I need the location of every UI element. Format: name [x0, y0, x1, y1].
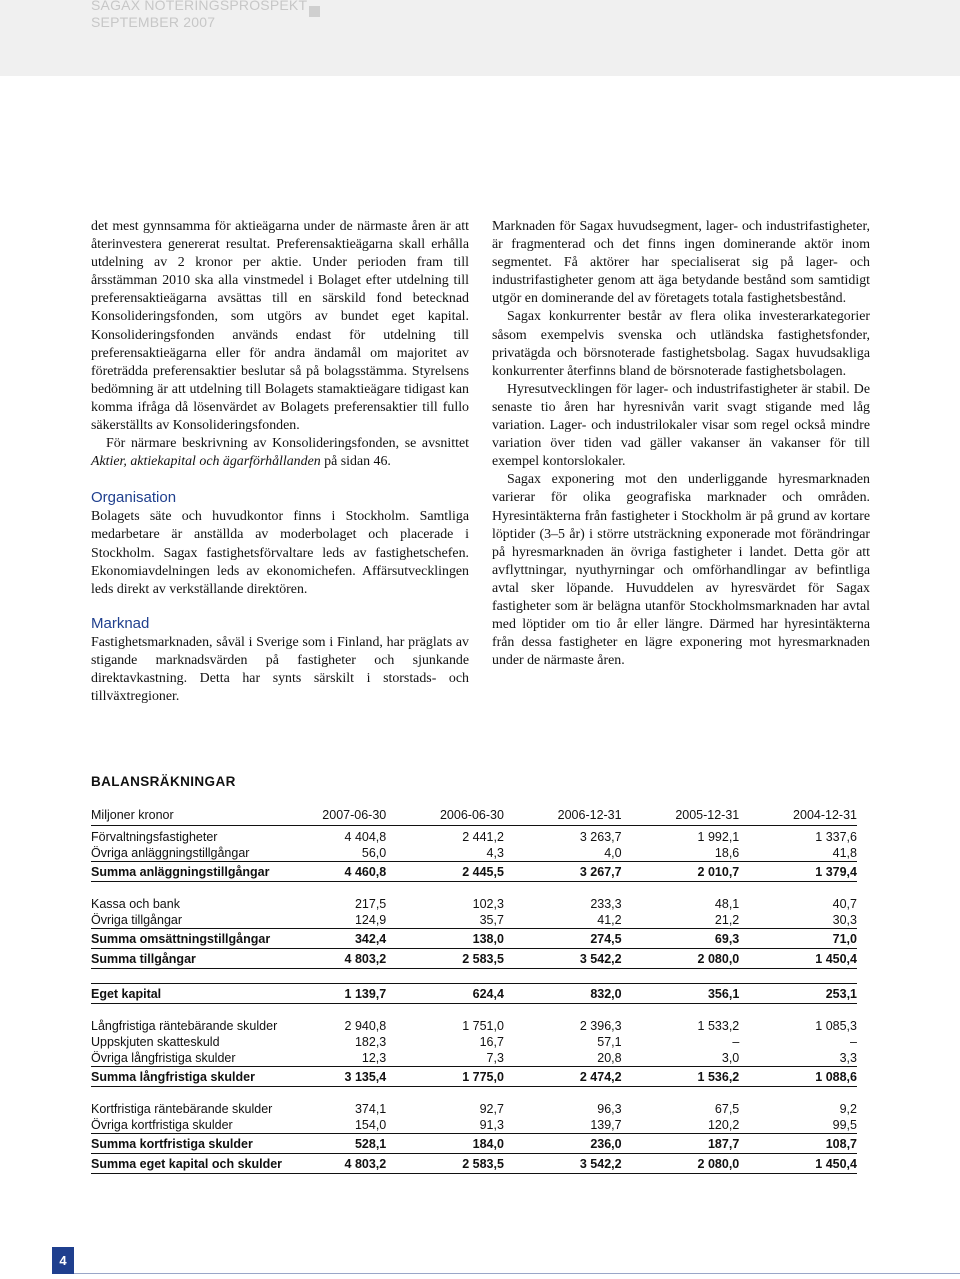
table-cell: 3,3 [839, 1051, 857, 1065]
row-label: Övriga tillgångar [91, 913, 183, 927]
table-sum-row [91, 1154, 857, 1174]
table-cell: 528,1 [303, 1134, 387, 1154]
table-cell: 124,9 [354, 913, 387, 927]
column-header: 2004-12-31 [739, 805, 857, 826]
right-text-column [492, 218, 870, 670]
column-header: 2007-06-30 [303, 805, 387, 826]
table-cell: 374,1 [354, 1102, 387, 1116]
table-sum-row [91, 984, 857, 1004]
table-cell: 2 940,8 [344, 1019, 387, 1033]
table-cell: 1 992,1 [697, 830, 740, 844]
row-label: Summa omsättningstillgångar [91, 929, 303, 949]
table-cell: 1 139,7 [303, 984, 387, 1004]
paragraph-exposure: Sagax exponering mot den underliggande hyresmarknaden varierar för olika geografiska marknader och områden. Hyresintäkterna från fastigheter i Stockholm är på grund av kortare löptider (3–5 år) i större utsträckning exponerade mot förändringar på hyresmarknaden än övriga fastigheter i landet. Detta gör att avflyttningar, nyuthyrningar och omförhandlingar av befintliga avtal sker löpande. Huvuddelen av hyresvärdet för Sagax fastigheter som är belägna utanför Stockholmsmarknaden har avtal med löptider om tio år eller längre. Därmed har hyresintäkterna från dessa fastigheter en lägre exponering mot hyresmarknaden under de närmaste åren. [492, 472, 870, 669]
header-band [0, 0, 960, 76]
table-cell: 4,3 [486, 846, 504, 860]
reference-text-end: på sidan 46. [320, 454, 391, 470]
table-cell: 2 010,7 [622, 862, 740, 882]
table-spacer-row [91, 882, 857, 897]
row-label: Uppskjuten skatteskuld [91, 1035, 220, 1049]
reference-text-start: För närmare beskrivning av Konsolideringsfonden, se avsnittet [106, 436, 469, 452]
row-label: Långfristiga räntebärande skulder [91, 1019, 278, 1033]
balance-sheet-title: BALANSRÄKNINGAR [91, 774, 236, 789]
running-header [91, 0, 307, 31]
table-cell: 1 450,4 [739, 1154, 857, 1174]
table-cell: 1 337,6 [815, 830, 857, 844]
row-label: Övriga anläggningstillgångar [91, 846, 250, 860]
table-cell: 253,1 [739, 984, 857, 1004]
table-cell: 182,3 [354, 1035, 387, 1049]
table-cell: 20,8 [597, 1051, 622, 1065]
row-label: Summa tillgångar [91, 949, 303, 969]
table-sum-row [91, 862, 857, 882]
paragraph-reference [91, 435, 469, 471]
table-cell: 139,7 [590, 1118, 622, 1132]
table-cell: 91,3 [479, 1118, 504, 1132]
table-cell: 99,5 [832, 1118, 857, 1132]
table-cell: 48,1 [714, 897, 740, 911]
table-cell: 2 441,2 [462, 830, 504, 844]
table-cell: 2 396,3 [579, 1019, 622, 1033]
row-label: Förvaltningsfastigheter [91, 830, 218, 844]
table-cell: 57,1 [597, 1035, 622, 1049]
table-row [91, 1050, 857, 1067]
table-spacer-row [91, 969, 857, 984]
table-row [91, 1101, 857, 1117]
table-cell: 217,5 [354, 897, 387, 911]
row-label: Övriga långfristiga skulder [91, 1051, 236, 1065]
table-cell: 4 803,2 [303, 949, 387, 969]
table-cell: 2 583,5 [386, 1154, 504, 1174]
table-row [91, 845, 857, 862]
table-cell: 3 135,4 [303, 1067, 387, 1087]
table-cell: 3 542,2 [504, 1154, 622, 1174]
table-cell: 56,0 [361, 846, 387, 860]
table-cell: 2 583,5 [386, 949, 504, 969]
table-cell: 71,0 [739, 929, 857, 949]
table-cell: 342,4 [303, 929, 387, 949]
column-header: Miljoner kronor [91, 805, 303, 826]
table-cell: 3 263,7 [579, 830, 622, 844]
table-sum-row [91, 1134, 857, 1154]
table-cell: 154,0 [354, 1118, 387, 1132]
table-cell: 35,7 [479, 913, 504, 927]
table-cell: 92,7 [479, 1102, 504, 1116]
reference-section-title: Aktier, aktiekapital och ägarförhållanden [91, 454, 321, 470]
table-cell: 233,3 [590, 897, 622, 911]
table-header-row [91, 805, 857, 826]
table-cell: 624,4 [386, 984, 504, 1004]
table-cell: 3 267,7 [504, 862, 622, 882]
column-header: 2006-06-30 [386, 805, 504, 826]
table-row [91, 896, 857, 912]
paragraph-competitors: Sagax konkurrenter består av flera olika investerarkategorier såsom exempelvis svenska och utländska fastighetsfonder, privatägda och börsnoterade fastighetsbolag. Sagax huvudsakliga konkurrenter återfinns bland de börsnoterade fastighetsbolagen. [492, 309, 870, 379]
table-cell: 1 088,6 [739, 1067, 857, 1087]
paragraph-organisation: Bolagets säte och huvudkontor finns i Stockholm. Samtliga medarbetare är anställda av moderbolaget och placerade i Stockholm. Sagax fastighetsförvaltare leds av fastighetschefen. Ekonomiavdelningen leds av ekonomichefen. Affärsutvecklingen leds direkt av verkställande direktören. [91, 509, 469, 597]
table-cell: 108,7 [739, 1134, 857, 1154]
column-header: 2006-12-31 [504, 805, 622, 826]
row-label: Summa kortfristiga skulder [91, 1134, 303, 1154]
paragraph-rent-development: Hyresutvecklingen för lager- och industrifastigheter är stabil. De senaste tio åren har hyresnivån varit svagt stigande med låg variation. Lager- och industrilokaler visar som regel också mindre variation över tiden vad gäller vakanser än vakanser för till exempel kontorslokaler. [492, 381, 870, 470]
table-cell: 18,6 [714, 846, 740, 860]
row-label: Övriga kortfristiga skulder [91, 1118, 233, 1132]
table-cell: 236,0 [504, 1134, 622, 1154]
table-spacer-row [91, 1004, 857, 1019]
table-cell: 16,7 [479, 1035, 504, 1049]
paragraph-dividend-policy: det mest gynnsamma för aktieägarna under de närmaste åren är att återinvestera genererat resultat. Preferensaktieägarna skall erhålla utdelning av 2 kronor per aktie. Under perioden fram till årsstämman 2010 ska alla vinstmedel i Bolaget efter utdelning till preferensaktieägarna avsättas till en särskild fond betecknad Konsolideringsfonden, som utgörs av bundet eget kapital. Konsolideringsfonden används endast för utdelning till preferensaktieägarna eller för andra ändamål om majoritet av företrädda preferensaktier beslutar så på bolagsstämma. Styrelsens bedömning är att utdelning till Bolagets stamaktieägare tidigast kan komma ifråga då lösenvärdet av Bolagets preferensaktier till fullo säkerställts av Konsolideringsfonden. [91, 219, 469, 434]
table-cell: 2 474,2 [504, 1067, 622, 1087]
table-cell: 1 751,0 [462, 1019, 504, 1033]
table-cell: 1 533,2 [697, 1019, 740, 1033]
table-cell: 1 085,3 [815, 1019, 857, 1033]
table-cell: – [732, 1035, 740, 1049]
table-cell: 21,2 [714, 913, 740, 927]
footer-rule [74, 1273, 960, 1274]
table-cell: 1 536,2 [622, 1067, 740, 1087]
table-cell: 2 080,0 [622, 1154, 740, 1174]
table-cell: 3 542,2 [504, 949, 622, 969]
table-cell: 120,2 [707, 1118, 740, 1132]
running-header-title: SAGAX NOTERINGSPROSPEKT [91, 0, 308, 13]
table-row [91, 826, 857, 846]
row-label: Summa anläggningstillgångar [91, 862, 303, 882]
table-cell: 4 803,2 [303, 1154, 387, 1174]
table-cell: 832,0 [504, 984, 622, 1004]
row-label: Kassa och bank [91, 897, 180, 911]
row-label: Summa eget kapital och skulder [91, 1154, 303, 1174]
table-cell: 274,5 [504, 929, 622, 949]
table-cell: 69,3 [622, 929, 740, 949]
table-cell: 1 379,4 [739, 862, 857, 882]
row-label: Kortfristiga räntebärande skulder [91, 1102, 273, 1116]
table-cell: 41,8 [832, 846, 857, 860]
table-spacer-row [91, 1087, 857, 1102]
table-cell: 2 445,5 [386, 862, 504, 882]
table-row [91, 912, 857, 929]
row-label: Eget kapital [91, 984, 303, 1004]
table-cell: 3,0 [721, 1051, 740, 1065]
table-cell: 40,7 [832, 897, 857, 911]
table-cell: 187,7 [622, 1134, 740, 1154]
table-cell: 4 460,8 [303, 862, 387, 882]
table-cell: 102,3 [472, 897, 504, 911]
table-cell: 1 450,4 [739, 949, 857, 969]
table-cell: 67,5 [714, 1102, 740, 1116]
table-row [91, 1117, 857, 1134]
table-cell: – [850, 1035, 857, 1049]
table-cell: 41,2 [597, 913, 622, 927]
table-cell: 184,0 [386, 1134, 504, 1154]
row-label: Summa långfristiga skulder [91, 1067, 303, 1087]
heading-organisation: Organisation [91, 489, 177, 507]
table-cell: 138,0 [386, 929, 504, 949]
table-cell: 30,3 [832, 913, 857, 927]
balance-sheet-table [91, 805, 857, 1174]
table-cell: 356,1 [622, 984, 740, 1004]
table-row [91, 1034, 857, 1050]
running-header-date: SEPTEMBER 2007 [91, 14, 216, 30]
heading-marknad: Marknad [91, 614, 150, 632]
header-square-icon [309, 6, 320, 17]
table-cell: 9,2 [839, 1102, 857, 1116]
table-cell: 4,0 [604, 846, 622, 860]
column-header: 2005-12-31 [622, 805, 740, 826]
table-cell: 12,3 [361, 1051, 387, 1065]
table-cell: 2 080,0 [622, 949, 740, 969]
paragraph-market-intro: Fastighetsmarknaden, såväl i Sverige som i Finland, har präglats av stigande marknadsvärden på fastigheter och sjunkande direktavkastning. Detta har synts särskilt i storstads- och tillväxtregioner. [91, 634, 469, 705]
table-cell: 4 404,8 [344, 830, 387, 844]
page-number: 4 [52, 1247, 74, 1274]
table-sum-row [91, 1067, 857, 1087]
table-sum-row [91, 949, 857, 969]
table-cell: 1 775,0 [386, 1067, 504, 1087]
left-text-column [91, 218, 469, 706]
table-sum-row [91, 929, 857, 949]
paragraph-segment: Marknaden för Sagax huvudsegment, lager- och industrifastigheter, är fragmenterad och det finns ingen dominerande aktör inom segmentet. Få aktörer har specialiserat sig på lager- och industrifastigheter genom att äga betydande bestånd som samtidigt utgör en dominerande del av företagets totala fastighetsbestånd. [492, 219, 870, 307]
table-cell: 96,3 [597, 1102, 622, 1116]
table-cell: 7,3 [486, 1051, 504, 1065]
table-row [91, 1018, 857, 1034]
